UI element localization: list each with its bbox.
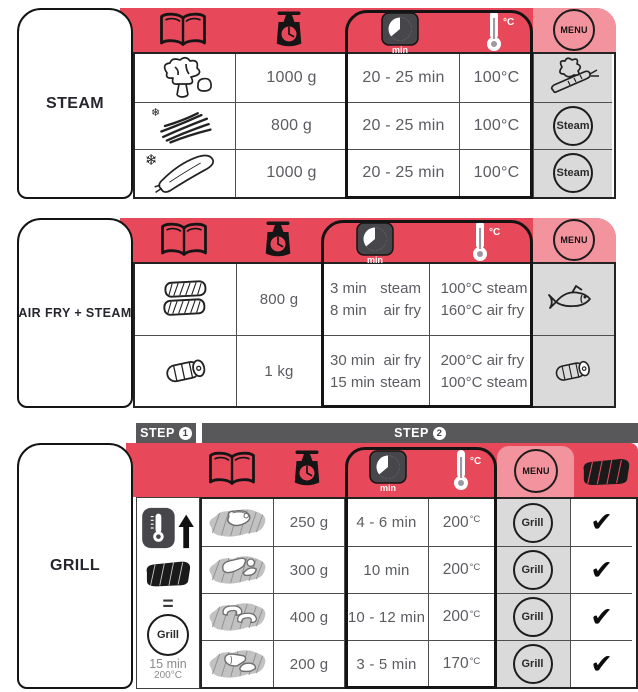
thermometer-unit-label: °C — [503, 17, 515, 28]
temp-unit: °C — [469, 561, 481, 573]
weight-value: 400 g — [289, 608, 329, 626]
roast-icon — [161, 352, 211, 390]
broccoli-icon — [153, 55, 217, 101]
weight-value: 800 g — [270, 116, 313, 134]
step2-text: STEP — [394, 426, 429, 440]
time-cell — [347, 54, 459, 102]
weight-cell — [235, 149, 347, 197]
menu-program-cell — [531, 264, 614, 335]
time-b-value: 15 min — [330, 373, 376, 391]
weight-cell — [235, 102, 347, 150]
roast-icon-cell — [135, 335, 236, 406]
thermometer-icon — [450, 448, 482, 492]
weight-cell — [273, 499, 344, 546]
preheat-step-column — [136, 497, 200, 689]
menu-program-cell — [494, 546, 570, 593]
preheat-time: 15 min — [149, 657, 187, 671]
temp-cell — [429, 264, 531, 335]
check-icon: ✔ — [590, 554, 613, 585]
time-value: 3 - 5 min — [356, 655, 417, 673]
weight-cell — [273, 546, 344, 593]
time-b-mode: steam — [380, 373, 421, 391]
airfry-mode-label: AIR FRY + STEAM — [18, 306, 132, 320]
vegetables-on-grill-icon-cell — [202, 546, 273, 593]
temp-cell — [428, 499, 494, 546]
temp-unit: °C — [469, 514, 481, 525]
menu-program-cell — [531, 335, 614, 406]
menu-button-icon — [553, 219, 595, 261]
grill-program-icon — [513, 644, 553, 684]
step1-bar — [136, 423, 196, 443]
preheat-settings — [149, 658, 187, 682]
steam-program-icon — [553, 106, 593, 146]
steam-program-label: Steam — [556, 167, 590, 180]
timer-icon — [356, 222, 394, 265]
check-icon: ✔ — [590, 507, 613, 537]
fish-on-grill-icon-cell — [202, 640, 273, 687]
time-cell — [347, 102, 459, 150]
timer-unit-label: min — [379, 483, 396, 493]
timer-icon — [369, 450, 407, 493]
steak-on-grill-icon — [205, 502, 271, 544]
temp-unit: °C — [469, 608, 481, 620]
airfry-grid — [133, 262, 616, 408]
weight-cell — [235, 54, 347, 102]
grilled-shrimp-icon — [205, 596, 271, 638]
temp-dual-values — [434, 280, 528, 319]
steam-program-label: Steam — [556, 119, 590, 132]
grill-mode-label-box — [17, 443, 133, 689]
weight-value: 1 kg — [264, 362, 294, 380]
broccoli-icon-cell — [135, 54, 235, 102]
timer-unit-label: min — [391, 45, 408, 55]
temp-cell — [428, 640, 494, 687]
time-cell — [344, 593, 428, 640]
time-value: 20 - 25 min — [362, 68, 445, 86]
grill-program-icon — [513, 597, 553, 637]
time-value: 20 - 25 min — [362, 164, 445, 182]
steam-program-icon — [553, 153, 593, 193]
menu-program-cell — [494, 593, 570, 640]
menu-button-icon — [514, 449, 558, 493]
check-icon: ✔ — [590, 601, 613, 632]
weight-cell — [273, 640, 344, 687]
thermometer-unit-label: °C — [489, 227, 501, 238]
grill-program-label: Grill — [156, 628, 179, 641]
grill-plate-check-cell — [570, 640, 632, 687]
grill-plate-check-cell — [570, 546, 632, 593]
temp-a: 100°C steam — [440, 280, 528, 297]
grill-plate-check-cell — [570, 593, 632, 640]
snowflake-icon: ❄ — [151, 106, 161, 119]
temp-value: 200 — [442, 608, 469, 625]
green-beans-icon — [154, 106, 216, 146]
airfry-mode-label-box — [17, 218, 133, 408]
check-icon: ✔ — [590, 648, 613, 679]
time-cell — [321, 264, 429, 335]
menu-program-cell — [494, 640, 570, 687]
time-cell — [347, 149, 459, 197]
frozen-green-beans-icon-cell — [135, 102, 235, 150]
temp-cell — [459, 54, 533, 102]
time-dual-values — [322, 280, 429, 319]
time-dual-values — [322, 352, 429, 391]
time-b-value: 8 min — [330, 302, 367, 319]
weight-scale-icon — [263, 220, 293, 262]
timer-icon — [381, 12, 419, 55]
steam-grid — [133, 52, 616, 199]
grill-program-icon — [147, 614, 189, 656]
time-value: 20 - 25 min — [362, 116, 445, 134]
weight-cell — [236, 264, 321, 335]
grill-mode-label: GRILL — [50, 557, 100, 574]
weight-value: 800 g — [259, 291, 299, 308]
zucchini-icon — [150, 151, 220, 197]
weight-value: 250 g — [289, 514, 329, 531]
salmon-fillets-icon-cell — [135, 264, 236, 335]
grill-plate-silhouette-icon — [141, 557, 195, 595]
weight-cell — [236, 335, 321, 406]
weight-value: 1000 g — [266, 68, 317, 86]
temp-b: 160°C air fry — [440, 302, 525, 319]
time-a-mode: air fry — [383, 351, 421, 369]
grill-plate-icon — [579, 454, 633, 489]
menu-program-cell — [533, 102, 612, 150]
temp-value: 100°C — [473, 164, 520, 182]
step1-text: STEP — [140, 426, 175, 440]
steak-on-grill-icon-cell — [202, 499, 273, 546]
menu-program-cell — [494, 499, 570, 546]
grill-program-icon — [513, 503, 553, 543]
time-value: 10 - 12 min — [347, 608, 426, 626]
temp-cell — [428, 593, 494, 640]
steam-table — [0, 8, 638, 199]
preheat-icon — [139, 506, 197, 555]
menu-program-cell — [533, 54, 612, 102]
weight-value: 300 g — [289, 561, 329, 579]
thermometer-unit-label: °C — [470, 456, 482, 467]
time-a-value: 3 min — [330, 280, 367, 297]
grill-program-label: Grill — [521, 516, 544, 529]
thermometer-icon — [469, 219, 501, 263]
temp-value: 100°C — [473, 116, 520, 134]
temp-value: 170 — [442, 655, 469, 672]
time-value: 4 - 6 min — [356, 514, 417, 531]
time-b-mode: air fry — [383, 302, 421, 319]
recipe-book-icon — [158, 221, 210, 259]
frozen-zucchini-icon-cell — [135, 149, 235, 197]
time-cell — [321, 335, 429, 406]
temp-cell — [428, 546, 494, 593]
time-cell — [344, 640, 428, 687]
vegetables-icon — [546, 57, 600, 99]
temp-cell — [459, 102, 533, 150]
menu-program-cell — [533, 149, 612, 197]
preheat-temp: 200°C — [154, 670, 182, 681]
step1-number: 1 — [179, 427, 192, 440]
step2-number: 2 — [433, 427, 446, 440]
recipe-book-icon — [157, 11, 209, 49]
time-cell — [344, 499, 428, 546]
grill-grid — [200, 497, 638, 689]
time-value: 10 min — [363, 561, 410, 579]
grilled-fish-icon — [205, 643, 271, 685]
grill-program-label: Grill — [521, 611, 544, 623]
temp-cell — [459, 149, 533, 197]
roast-program-icon — [551, 354, 595, 388]
temp-cell — [429, 335, 531, 406]
temp-value: 200 — [442, 513, 469, 531]
grill-program-label: Grill — [521, 564, 544, 576]
weight-value: 200 g — [289, 655, 329, 673]
steam-mode-label-box — [17, 8, 133, 199]
time-cell — [344, 546, 428, 593]
temp-value: 200 — [442, 561, 469, 578]
weight-value: 1000 g — [266, 164, 317, 182]
temp-b: 100°C steam — [440, 373, 528, 391]
temp-dual-values — [434, 352, 528, 391]
grill-plate-check-cell — [570, 499, 632, 546]
airfry-steam-table — [0, 218, 638, 408]
time-a-mode: steam — [380, 280, 421, 297]
menu-button-icon — [553, 9, 595, 51]
menu-label: MENU — [560, 235, 588, 245]
recipe-book-icon — [206, 450, 258, 488]
snowflake-icon: ❄ — [145, 152, 158, 169]
grill-program-icon — [513, 550, 553, 590]
weight-scale-icon — [292, 449, 322, 491]
timer-unit-label: min — [366, 255, 383, 265]
menu-label: MENU — [522, 466, 550, 476]
time-a-value: 30 min — [330, 351, 376, 369]
grill-table — [0, 423, 638, 689]
temp-a: 200°C air fry — [440, 351, 525, 369]
grill-program-label: Grill — [521, 658, 544, 670]
weight-cell — [273, 593, 344, 640]
temp-value: 100°C — [473, 68, 520, 86]
fish-icon — [546, 282, 600, 318]
salmon-fillets-icon — [157, 277, 215, 323]
menu-label: MENU — [560, 25, 588, 35]
weight-scale-icon — [274, 10, 304, 52]
temp-unit: °C — [469, 655, 481, 667]
equals-sign: = — [162, 593, 174, 615]
shrimp-on-grill-icon-cell — [202, 593, 273, 640]
thermometer-icon — [483, 9, 515, 53]
step2-bar — [202, 423, 638, 443]
grilled-vegetables-icon — [205, 549, 271, 591]
steam-mode-label: STEAM — [46, 94, 104, 112]
